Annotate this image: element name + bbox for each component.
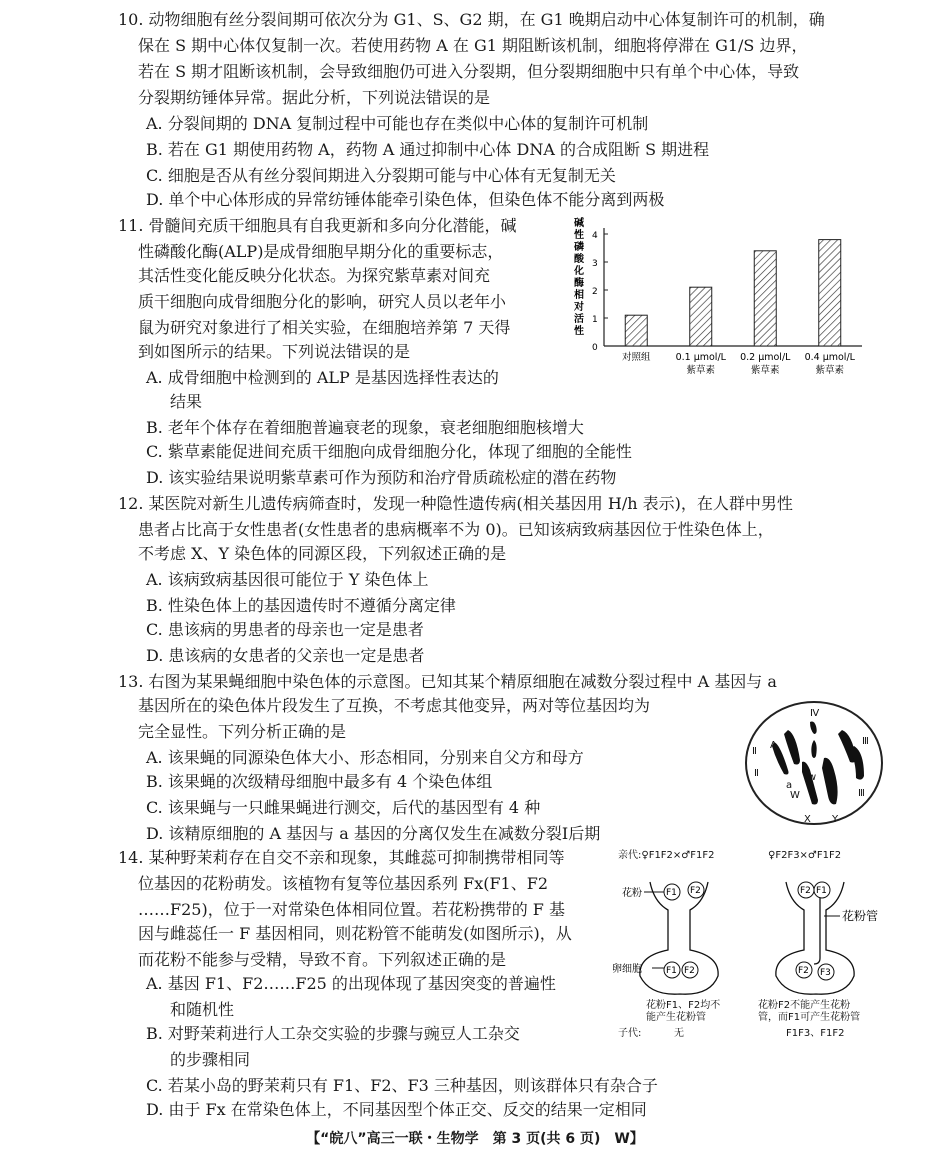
q11-option-a-cont: 结果 — [170, 392, 203, 411]
right-pollen-f2-label: F2 — [800, 886, 811, 896]
q11-stem-line: 质干细胞向成骨细胞分化的影响，研究人员以老年小 — [138, 292, 507, 311]
q11-stem-line: 鼠为研究对象进行了相关实验，在细胞培养第 7 天得 — [138, 318, 511, 337]
chromosome-label: W — [790, 790, 800, 801]
x-category-label: 紫草素 — [686, 365, 716, 376]
x-category-label: 0.2 μmol/L — [740, 352, 791, 363]
q12-stem-line: 12. 某医院对新生儿遗传病筛查时，发现一种隐性遗传病(相关基因用 H/h 表示)，在人群中男性 — [118, 494, 793, 513]
y-label-char: 化 — [574, 266, 584, 277]
q14-stem-line: ……F25)，位于一对常染色体相同位置。若花粉携带的 F 基 — [138, 900, 565, 919]
right-pistil — [776, 882, 854, 994]
left-ovule-f1-label: F1 — [666, 966, 677, 976]
left-offspring: 无 — [674, 1028, 684, 1039]
chromosome-label: w — [808, 772, 817, 783]
chromosome-label: Ⅳ — [810, 708, 820, 719]
q14-stem-line: 位基因的花粉萌发。该植物有复等位基因系列 Fx(F1、F2 — [138, 874, 549, 893]
q10-option-b: B. 若在 G1 期使用药物 A，药物 A 通过抑制中心体 DNA 的合成阻断 S 期进程 — [146, 140, 710, 159]
q13-option-c: C. 该果蝇与一只雌果蝇进行测交，后代的基因型有 4 种 — [146, 798, 541, 817]
right-caption-2: 管，而F1可产生花粉管 — [758, 1012, 861, 1023]
q12-option-a: A. 该病致病基因很可能位于 Y 染色体上 — [146, 570, 429, 589]
tube-label: 花粉管 — [842, 909, 879, 923]
right-ovule-f3-label: F3 — [820, 968, 831, 978]
chromosome-label: X — [804, 814, 811, 825]
q10-stem-line: 10. 动物细胞有丝分裂间期可依次分为 G1、S、G2 期，在 G1 晚期启动中心体复制许可的机制，确 — [118, 10, 825, 29]
y-label-char: 活 — [574, 314, 584, 325]
bar — [754, 251, 776, 346]
y-tick-label: 4 — [592, 231, 598, 241]
chromosome-label: Ⅱ — [752, 746, 757, 757]
chromosome-label: a — [786, 780, 793, 791]
left-ovule-f2-label: F2 — [684, 966, 695, 976]
q13-stem-line: 13. 右图为某果蝇细胞中染色体的示意图。已知其某个精原细胞在减数分裂过程中 A 基因与 a — [118, 672, 777, 691]
pollen-label: 花粉 — [622, 888, 642, 899]
q12-option-c: C. 患该病的男患者的母亲也一定是患者 — [146, 620, 424, 639]
x-category-label: 紫草素 — [750, 365, 780, 376]
q13-option-b: B. 该果蝇的次级精母细胞中最多有 4 个染色体组 — [146, 772, 493, 791]
bar — [690, 287, 712, 346]
q13-stem-line: 完全显性。下列分析正确的是 — [138, 722, 347, 741]
x-category-label: 对照组 — [621, 352, 651, 363]
q10-stem-line: 分裂期纺锤体异常。据此分析，下列说法错误的是 — [138, 88, 491, 107]
chromosome-label: Ⅱ — [754, 768, 759, 779]
q10-stem-line: 若在 S 期才阻断该机制，会导致细胞仍可进入分裂期，但分裂期细胞中只有单个中心体，导致 — [138, 62, 800, 81]
q14-option-c: C. 若某小岛的野茉莉只有 F1、F2、F3 三种基因，则该群体只有杂合子 — [146, 1076, 658, 1095]
y-tick-label: 2 — [592, 287, 598, 297]
right-pollen-f1-label: F1 — [816, 886, 827, 896]
alp-bar-chart — [566, 214, 866, 382]
chromosome-label: Y — [832, 814, 839, 825]
q11-stem-line: 到如图所示的结果。下列说法错误的是 — [138, 342, 411, 361]
q14-option-d: D. 由于 Fx 在常染色体上，不同基因型个体正交、反交的结果一定相同 — [146, 1100, 647, 1119]
y-label-char: 酸 — [574, 254, 584, 265]
q12-stem-line: 患者占比高于女性患者(女性患者的患病概率不为 0)。已知该病致病基因位于性染色体上， — [138, 520, 774, 539]
bar — [625, 315, 647, 346]
y-label-char: 性 — [574, 230, 584, 241]
x-category-label: 0.1 μmol/L — [675, 352, 726, 363]
q14-stem-line: 而花粉不能参与受精，导致不育。下列叙述正确的是 — [138, 950, 507, 969]
offspring-label: 子代: — [618, 1028, 642, 1039]
q13-option-d: D. 该精原细胞的 A 基因与 a 基因的分离仅发生在减数分裂Ⅰ后期 — [146, 824, 601, 843]
pollen-tube-diagram — [610, 846, 896, 1046]
x-category-label: 0.4 μmol/L — [804, 352, 855, 363]
q11-option-b: B. 老年个体存在着细胞普遍衰老的现象，衰老细胞细胞核增大 — [146, 418, 584, 437]
q14-stem-line: 14. 某种野茉莉存在自交不亲和现象，其雌蕊可抑制携带相同等 — [118, 848, 565, 867]
y-label-char: 磷 — [574, 242, 584, 253]
left-pollen-f1-label: F1 — [666, 888, 677, 898]
q11-option-c: C. 紫草素能促进间充质干细胞向成骨细胞分化，体现了细胞的全能性 — [146, 442, 632, 461]
left-parent-label: 亲代:♀F1F2×♂F1F2 — [618, 850, 715, 861]
left-caption-2: 能产生花粉管 — [646, 1012, 706, 1023]
q13-option-a: A. 该果蝇的同源染色体大小、形态相同，分别来自父方和母方 — [146, 748, 584, 767]
q10-option-c: C. 细胞是否从有丝分裂间期进入分裂期可能与中心体有无复制无关 — [146, 166, 616, 185]
q12-stem-line: 不考虑 X、Y 染色体的同源区段，下列叙述正确的是 — [138, 544, 507, 563]
egg-label: 卵细胞 — [612, 964, 642, 975]
right-ovule-f2-label: F2 — [798, 966, 809, 976]
q11-option-d: D. 该实验结果说明紫草素可作为预防和治疗骨质疏松症的潜在药物 — [146, 468, 617, 487]
chromosome-label: Ⅲ — [862, 736, 869, 747]
chromosome-label: Ⅲ — [858, 788, 865, 799]
left-caption-1: 花粉F1、F2均不 — [646, 1000, 721, 1011]
q14-stem-line: 因与雌蕊任一 F 基因相同，则花粉管不能萌发(如图所示)，从 — [138, 924, 572, 943]
y-label-char: 酶 — [574, 278, 584, 289]
q12-option-d: D. 患该病的女患者的父亲也一定是患者 — [146, 646, 425, 665]
chart-y-axis-label — [573, 216, 585, 337]
page-footer: 【“皖八”高三一联・生物学 第 3 页(共 6 页) W】 — [306, 1131, 644, 1147]
left-pollen-f2-label: F2 — [690, 886, 701, 896]
right-parent-label: ♀F2F3×♂F1F2 — [768, 850, 842, 861]
chromosome-label: A — [770, 740, 777, 751]
q14-option-a-cont: 和随机性 — [170, 1000, 235, 1019]
pollen-tube — [814, 898, 820, 964]
right-caption-1: 花粉F2不能产生花粉 — [758, 1000, 851, 1011]
y-label-char: 碱 — [574, 218, 584, 229]
q14-option-a: A. 基因 F1、F2……F25 的出现体现了基因突变的普遍性 — [146, 974, 556, 993]
q11-stem-line: 11. 骨髓间充质干细胞具有自我更新和多向分化潜能，碱 — [118, 216, 517, 235]
y-tick-label: 1 — [592, 315, 598, 325]
y-label-char: 相 — [574, 290, 584, 301]
y-tick-label: 0 — [592, 343, 598, 353]
y-tick-label: 3 — [592, 259, 598, 269]
q10-option-d: D. 单个中心体形成的异常纺锤体能牵引染色体，但染色体不能分离到两极 — [146, 190, 665, 209]
y-label-char: 对 — [574, 302, 584, 313]
q14-option-b: B. 对野茉莉进行人工杂交实验的步骤与豌豆人工杂交 — [146, 1024, 520, 1043]
q10-option-a: A. 分裂间期的 DNA 复制过程中可能也存在类似中心体的复制许可机制 — [146, 114, 649, 133]
right-offspring: F1F3、F1F2 — [786, 1028, 845, 1039]
q11-stem-line: 性磷酸化酶(ALP)是成骨细胞早期分化的重要标志， — [138, 242, 504, 261]
q13-stem-line: 基因所在的染色体片段发生了互换，不考虑其他变异，两对等位基因均为 — [138, 696, 651, 715]
q11-stem-line: 其活性变化能反映分化状态。为探究紫草素对间充 — [138, 266, 491, 285]
q11-option-a: A. 成骨细胞中检测到的 ALP 是基因选择性表达的 — [146, 368, 499, 387]
q12-option-b: B. 性染色体上的基因遗传时不遵循分离定律 — [146, 596, 456, 615]
x-category-label: 紫草素 — [815, 365, 845, 376]
y-label-char: 性 — [574, 326, 584, 337]
q10-stem-line: 保在 S 期中心体仅复制一次。若使用药物 A 在 G1 期阻断该机制，细胞将停滞在 G1/S 边界， — [138, 36, 808, 55]
chromosome-diagram — [744, 700, 886, 828]
q14-option-b-cont: 的步骤相同 — [170, 1050, 251, 1069]
left-pistil — [640, 882, 718, 994]
bar — [819, 240, 841, 346]
